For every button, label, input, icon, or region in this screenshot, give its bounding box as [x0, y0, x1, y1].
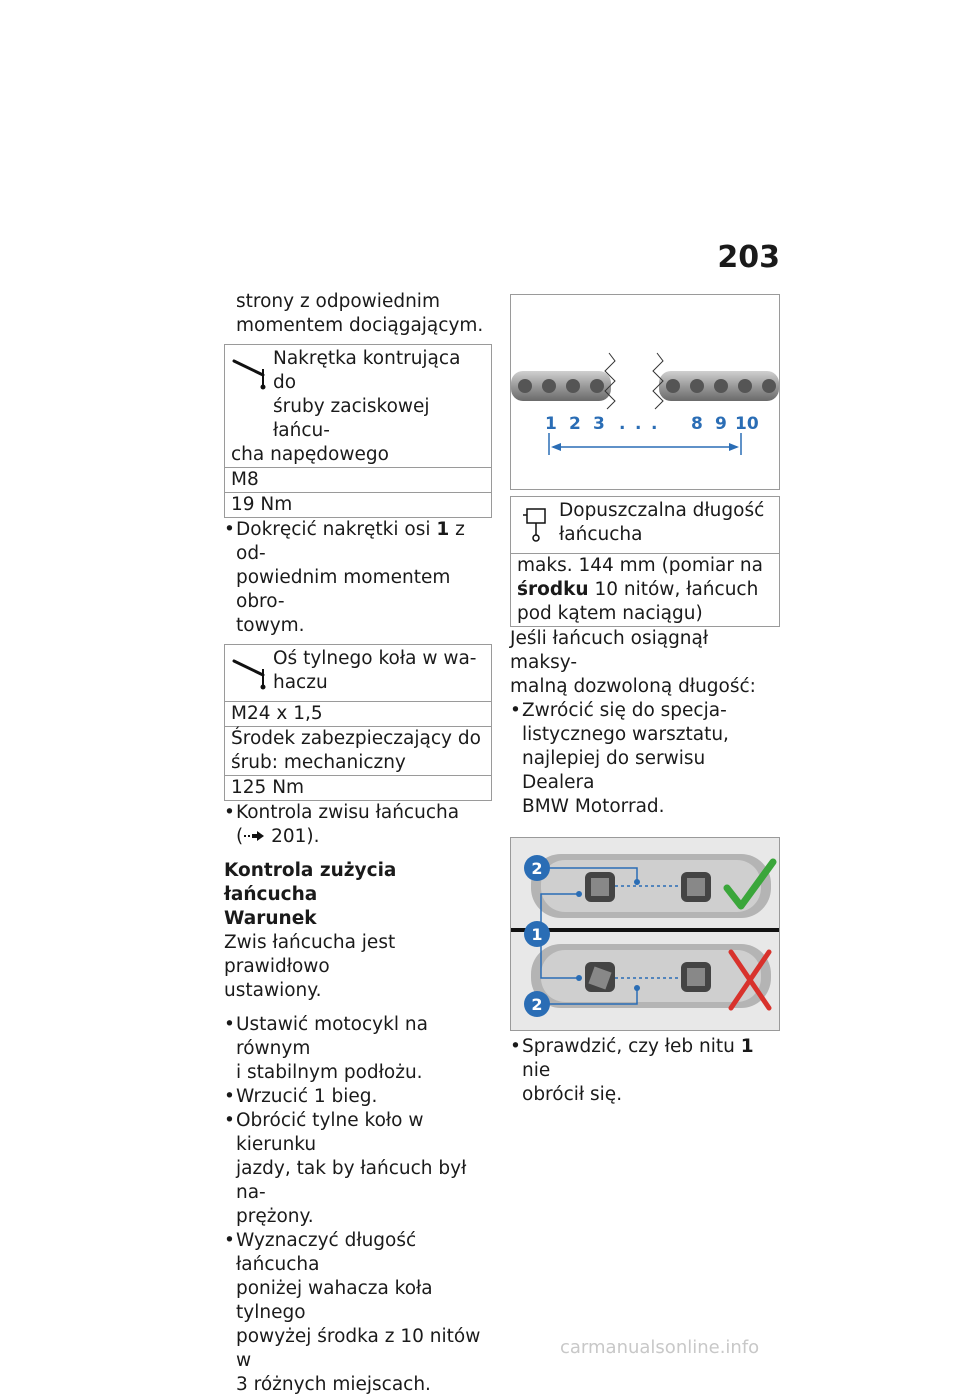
- spec-text-bold: środku: [517, 579, 589, 600]
- spec-table-locknut: [224, 344, 492, 518]
- step-text: • Wyznaczyć długość łańcucha: [236, 1230, 417, 1275]
- step-text: obrócił się.: [522, 1084, 623, 1105]
- rivet-check-illustration: [511, 838, 779, 1030]
- step-measure-chain: [224, 1229, 492, 1397]
- spec-text: 10 nitów, łańcuch: [594, 579, 759, 600]
- spec-text: maks. 144 mm (pomiar na: [517, 555, 763, 576]
- spec-text: pod kątem naciągu): [517, 603, 703, 624]
- watermark: carmanualsonline.info: [560, 1337, 760, 1358]
- step-text: 3 różnych miejscach.: [236, 1374, 431, 1395]
- page-number: 203: [717, 240, 780, 275]
- chain-segment-right: [659, 371, 779, 401]
- step-text: listycznego warsztatu,: [522, 724, 729, 745]
- part-ref: 1: [740, 1036, 754, 1057]
- pin-number-label: .: [651, 414, 658, 434]
- step-engage-gear: [224, 1085, 492, 1109]
- pin-number-label: .: [619, 414, 626, 434]
- pin-number-label: 2: [569, 414, 581, 434]
- pin-number-label: 1: [545, 414, 557, 434]
- chain-segment-left: [511, 371, 611, 401]
- spec-header: [225, 645, 491, 702]
- condition-line: Zwis łańcucha jest prawidłowo: [224, 932, 396, 977]
- step-text: • Obrócić tylne koło w kierunku: [236, 1110, 424, 1155]
- measurement-gauge-icon: [517, 505, 555, 543]
- spec-header: [511, 497, 779, 554]
- spec-header-text: śruby zaciskowej łańcu-: [273, 396, 430, 441]
- step-text: i stabilnym podłożu.: [236, 1062, 423, 1083]
- spec-header-text: łańcucha: [559, 524, 643, 545]
- callout-number-label: 2: [531, 995, 543, 1014]
- step-text: • Zwrócić się do specja-: [522, 700, 727, 721]
- step-text: • Ustawić motocykl na równym: [236, 1014, 428, 1059]
- spec-text: Środek zabezpieczający do: [231, 728, 481, 749]
- page-reference-arrow-icon: [243, 830, 265, 842]
- spec-header-text: Dopuszczalna długość: [559, 500, 765, 521]
- pin-number-label: 8: [691, 414, 703, 434]
- step-place-motorcycle: [224, 1013, 492, 1085]
- step-text: towym.: [236, 615, 305, 636]
- spec-torque-value: 125 Nm: [225, 776, 491, 801]
- limit-line: malną dozwoloną długość:: [510, 676, 756, 697]
- step-text: z od-: [236, 519, 465, 564]
- pin-number-label: 10: [735, 414, 759, 434]
- spec-header: [225, 345, 491, 468]
- pin-number-label: .: [635, 414, 642, 434]
- step-text: jazdy, tak by łańcuch był na-: [236, 1158, 467, 1203]
- pin-number-label: 9: [715, 414, 727, 434]
- step-text: BMW Motorrad.: [522, 796, 665, 817]
- section-heading: Kontrola zużycia łańcucha: [224, 860, 397, 905]
- intro-text: [224, 290, 492, 338]
- limit-text: [510, 627, 780, 699]
- step-text: • Wrzucić 1 bieg.: [236, 1086, 378, 1107]
- step-text: powiednim momentem obro-: [236, 567, 451, 612]
- step-text: (: [236, 826, 244, 847]
- spec-text: śrub: mechaniczny: [231, 752, 406, 773]
- step-text: nie: [522, 1060, 551, 1081]
- step-check-slack: [224, 801, 492, 849]
- step-text: najlepiej do serwisu Dealera: [522, 748, 706, 793]
- step-text: prężony.: [236, 1206, 314, 1227]
- spec-table-chain-length: [510, 496, 780, 627]
- step-text: Sprawdzić, czy łeb nitu: [522, 1036, 735, 1057]
- spec-table-axle: [224, 644, 492, 801]
- spec-header-text: Oś tylnego koła w wa-: [273, 648, 477, 669]
- step-contact-workshop: [510, 699, 780, 819]
- step-text: Dokręcić nakrętki osi: [236, 519, 431, 540]
- left-column: [224, 290, 492, 1397]
- spec-header-text: cha napędowego: [231, 444, 389, 465]
- spec-thread-size: M24 x 1,5: [225, 702, 491, 727]
- separator-line: [511, 928, 779, 932]
- spec-max-length: [511, 554, 779, 627]
- step-text: • Kontrola zwisu łańcucha: [236, 802, 460, 823]
- chain-length-illustration: [511, 295, 779, 489]
- torque-wrench-icon: [231, 353, 269, 391]
- step-tighten-axle: [224, 518, 492, 638]
- spec-header-text: Nakrętka kontrująca do: [273, 348, 461, 393]
- condition-text: [224, 931, 492, 1003]
- intro-line: strony z odpowiednim: [236, 291, 440, 312]
- spec-thread-size: M8: [225, 468, 491, 493]
- pin-number-label: 3: [593, 414, 605, 434]
- spec-torque-value: 19 Nm: [225, 493, 491, 518]
- step-text: powyżej środka z 10 nitów w: [236, 1326, 481, 1371]
- limit-line: Jeśli łańcuch osiągnął maksy-: [510, 628, 709, 673]
- intro-line: momentem dociągającym.: [236, 315, 484, 336]
- spec-header-text: haczu: [273, 672, 328, 693]
- callout-number-label: 2: [531, 859, 543, 878]
- condition-line: ustawiony.: [224, 980, 322, 1001]
- rivet-check-figure: [510, 837, 780, 1031]
- spec-locking-agent: [225, 727, 491, 776]
- step-rotate-wheel: [224, 1109, 492, 1229]
- callout-number-label: 1: [531, 925, 543, 944]
- measurement-dimension-line: [549, 433, 741, 455]
- torque-wrench-icon: [231, 653, 269, 691]
- right-column: [510, 294, 780, 1107]
- chain-length-figure: [510, 294, 780, 490]
- step-check-rivet: [510, 1035, 780, 1107]
- page-reference-link[interactable]: 201).: [271, 826, 320, 847]
- subsection-heading: Warunek: [224, 908, 317, 929]
- part-ref: 1: [436, 519, 450, 540]
- step-text: poniżej wahacza koła tylnego: [236, 1278, 433, 1323]
